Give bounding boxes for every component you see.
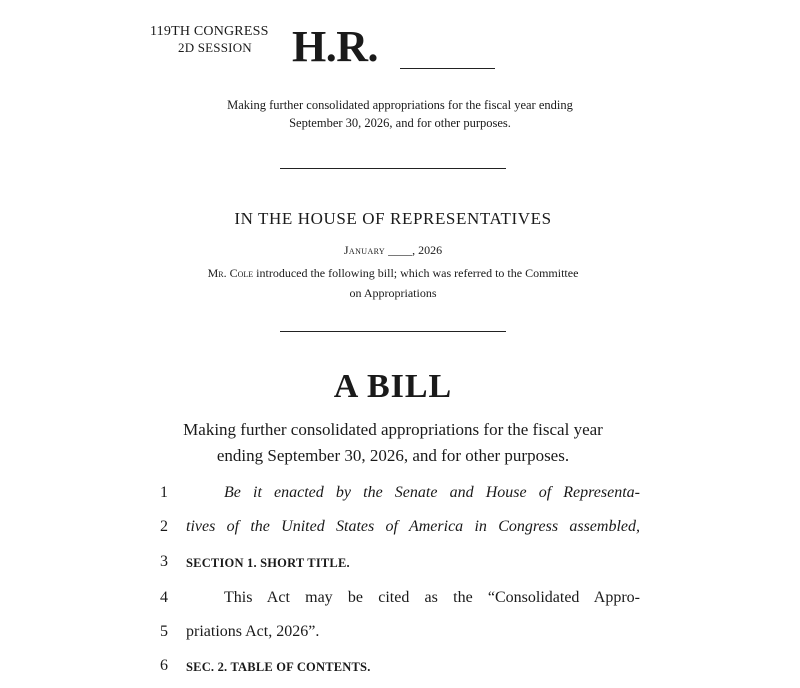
introduced-text: introduced the following bill; which was referred to the Committee <box>253 266 579 280</box>
long-title-line-1: Making further consolidated appropriations for the fiscal year <box>183 420 603 439</box>
bill-text-line <box>150 484 640 508</box>
line-number: 6 <box>160 657 168 674</box>
bill-subtitle <box>150 96 650 132</box>
session-label: 2D SESSION <box>178 40 252 55</box>
bill-text-line <box>150 623 640 647</box>
divider-rule <box>280 168 506 169</box>
date-month: January <box>343 243 386 257</box>
line-number: 5 <box>160 623 168 640</box>
line-text: priations Act, 2026”. <box>186 623 320 640</box>
bill-long-title <box>150 417 636 469</box>
bill-text-line <box>150 518 640 542</box>
introduction-statement <box>150 263 636 303</box>
bill-heading: A BILL <box>333 368 453 405</box>
line-number: 3 <box>160 553 168 570</box>
bill-number-blank-line <box>400 68 495 69</box>
line-number: 4 <box>160 589 168 606</box>
sponsor-name: Mr. Cole <box>207 266 254 280</box>
line-number: 2 <box>160 518 168 535</box>
bill-number: H.R. <box>292 22 378 71</box>
line-text: Be it enacted by the Senate and House of Representa- <box>224 484 640 501</box>
date-year: , 2026 <box>412 243 443 257</box>
bill-text-line <box>150 553 640 577</box>
bill-text-line <box>150 589 640 613</box>
committee-name: on Appropriations <box>349 286 437 300</box>
date-blank: ____ <box>388 243 413 257</box>
subtitle-line-1: Making further consolidated appropriations for the fiscal year ending <box>227 98 573 112</box>
line-number: 1 <box>160 484 168 501</box>
congress-label: 119TH CONGRESS <box>150 24 269 39</box>
section-heading: SEC. 2. TABLE OF CONTENTS. <box>186 660 371 674</box>
long-title-line-2: ending September 30, 2026, and for other purposes. <box>216 446 570 465</box>
divider-rule <box>280 331 506 332</box>
introduction-date <box>150 243 636 258</box>
section-heading: SECTION 1. SHORT TITLE. <box>186 556 350 570</box>
line-text: This Act may be cited as the “Consolidated Appro- <box>224 589 640 606</box>
subtitle-line-2: September 30, 2026, and for other purposes. <box>289 116 511 130</box>
line-text: tives of the United States of America in Congress assembled, <box>186 518 640 535</box>
congress-session-block <box>150 24 269 56</box>
bill-text-line <box>150 657 640 681</box>
chamber-heading: IN THE HOUSE OF REPRESENTATIVES <box>234 209 552 228</box>
